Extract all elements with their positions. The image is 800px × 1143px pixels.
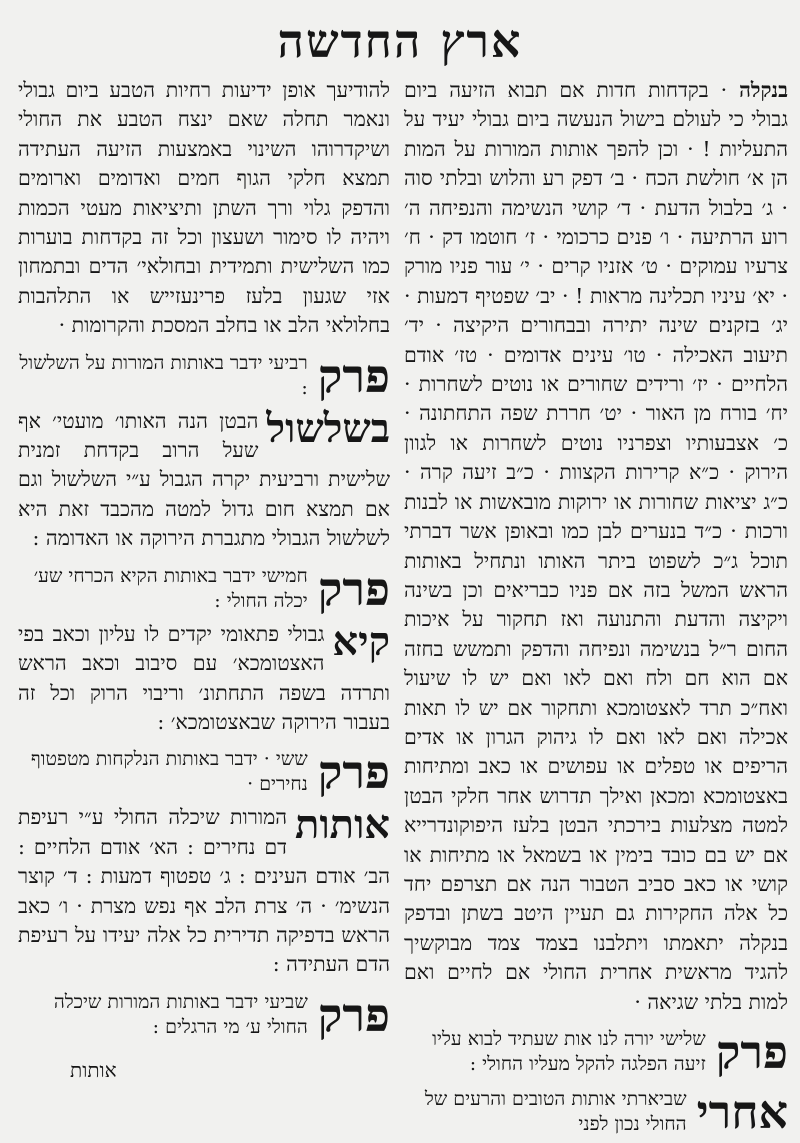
- chapter-5-lead-word: קיא: [332, 617, 390, 665]
- chapter-4-lead-word: בשלשול: [266, 404, 390, 452]
- left-column: [18, 76, 390, 1046]
- chapter-5-text: גבולי פתאומי יקדים לו עליון וכאב בפי האצטומכא׳ עם סיבוב וכאב הראש ותרדה בשפה התחתונ׳ וריבוי הרוק וכל זה בעבור הירוקה שבאצטומכא׳ :: [18, 621, 390, 734]
- left-intro-paragraph: להודיעך אופן ידיעות רחיות הטבע ביום גבולי ונאמר תחלה שאם ינצח הטבע את החולי ושיקדרוהו השינוי באמצעות הזיעה העתידה תמצא חלקי הגוף חמים ואדומים וארומים והדפק גלוי ורך השתן ותיציאות מעטי הכמות ויהיה לו סימור ושעצון וכל זה בקדחות בוערות כמו השלישית ותמידית ובחולאי׳ הדים ובתמחון אזי שגעון בלעז פרינעזייש או התלהבות בחלולאי הלב או בחלב המסכת והקרומות ·: [18, 78, 390, 338]
- chapter-label: פרק: [317, 348, 390, 403]
- chapter-6-paragraph: [18, 803, 390, 979]
- chapter-title: שביעי ידבר באותות המורות שיכלה החולי ע׳ מי הרגלים :: [53, 990, 308, 1038]
- chapter-heading-5: [18, 561, 390, 616]
- right-intro-paragraph: [404, 76, 788, 1017]
- chapter-opening: [404, 1087, 788, 1137]
- chapter-title: רביעי ידבר באותות המורות על השלשול :: [19, 351, 308, 399]
- right-intro-text: · בקדחות חדות אם תבוא הזיעה ביום גבולי כי לעולם בישול הנעשה ביום גבולי יעיד על התעליות ! · וכן להפך אותות המורות על המות הן א׳ חולשת הכח · ב׳ דפק רע והלוש ובלתי סוה · ג׳ בלבול הדעת · ד׳ קושי הנשימה והנפיחה ה׳ רוע הרתיעה · ו׳ פנים כרכומי · ז׳ חוטמו דק · ח׳ צרעיו עמוקים · ט׳ אזניו קרים · י׳ עור פניו מורק · יא׳ עיניו תכלינה מראות ! · יב׳ שפטיף דמעות · יג׳ בזקנים שינה יתירה ובבחורים היקיצה · יד׳ תיעוב האכילה · טו׳ עינים אדומים · טז׳ אודם הלחיים · יז׳ ורידים שחורים או נוטים לשחרות · יח׳ בורח מן האור · יט׳ חררת שפה התחתונה · כ׳ אצבעותיו וצפרניו נוטים לשחרות או לגוון הירוק · כ״א קרירות הקצוות · כ״ב זיעה קרה · כ״ג יציאות שחורות או ירוקות מובאשות או לבנות ורכות · כ״ד בנערים לבן כמו ובאופן אשר דברתי תוכל ג״כ לשפוט ביתר האותו ונתחיל באותות הראש המשל בזה אם פניו כבריאים וכן בשינה ויקיצה והדעת והתנועה ואז תחקור על איכות החום ר״ל בנשימה ונפיחה והדפק ותמשש בחזה אם הוא חם ולח ואם לאו ואם יש לו שיעול ואח״כ תרד לאצטומכא ותחקור אם יש לו תאות אכילה ואם לאו ואם לו גיהוק הגרון או אדים הריפים או טפלים או עפושים או כאב ומתיחות באצטומכא ומכאן ואילך תדרוש אחר חלקי הבטן למטה מצלעות בירכתי הבטן בלעז היפוקונדרייא אם יש בם כובד בימין או בשמאל או מתיחות או קושי או כאב סביב הטבור הנה אם תצרפם יחד כל אלה החקירות גם תעיין היטב בשתן ובדפק בנקלה יתאמתו ויתלבנו בצמד צמד מבוקשיך להגיד מראשית אחרית החולי אם לחיים ואם למות בלתי שגיאה ·: [404, 78, 788, 1014]
- chapter-label: פרק: [317, 987, 390, 1042]
- chapter-opening-word: אחרי: [696, 1085, 788, 1139]
- chapter-6-lead-word: אותות: [295, 801, 390, 849]
- chapter-heading-7: [18, 987, 390, 1042]
- chapter-4-text: הבטן הנה האותו׳ מועטי׳ אף שעל הרוב בקדחת זמנית שלישית ורביעית יקרה הגבול ע״י השלשול וגם אם תמצא חום גדול למטה מהכבד זאת היא לשלשול הגבולי מתגברת הירוקה או האדומה :: [18, 408, 390, 551]
- chapter-title: ששי · ידבר באותות הנלקחות מטפטוף נחירים ·: [30, 748, 308, 796]
- right-intro-lead-word: בנקלה: [739, 78, 788, 102]
- running-head-title: ארץ החדשה: [277, 14, 523, 68]
- chapter-heading-4: [18, 348, 390, 403]
- chapter-heading-3: [404, 1027, 788, 1077]
- catchword: אותות: [70, 1058, 117, 1082]
- chapter-title: חמישי ידבר באותות הקיא הכרחי שע׳ יכלה החולי :: [33, 564, 308, 612]
- chapter-label: פרק: [317, 561, 390, 616]
- chapter-label: פרק: [715, 1025, 788, 1079]
- chapter-4-paragraph: [18, 404, 390, 554]
- chapter-opening-text: שביארתי אותות הטובים והרעים של החולי נכון לפני: [424, 1088, 687, 1135]
- chapter-title: שלישי יורה לנו אות שעתיד לבוא עליו זיעה הפלגה להקל מעליו החולי :: [432, 1028, 706, 1075]
- chapter-heading-6: [18, 745, 390, 800]
- right-column: [404, 76, 788, 1143]
- chapter-label: פרק: [317, 745, 390, 800]
- chapter-5-paragraph: [18, 617, 390, 738]
- chapter-6-text: המורות שיכלה החולי ע״י רעיפת דם נחירים : הא׳ אודם הלחיים : הב׳ אודם העינים : ג׳ טפטוף דמעות : ד׳ קוצר הנשימ׳ · ה׳ צרת הלב אף נפש מצרת · ו׳ כאב הראש בדפיקה תדירית כל אלה יעידו על רעיפת הדם העתידה :: [18, 805, 390, 977]
